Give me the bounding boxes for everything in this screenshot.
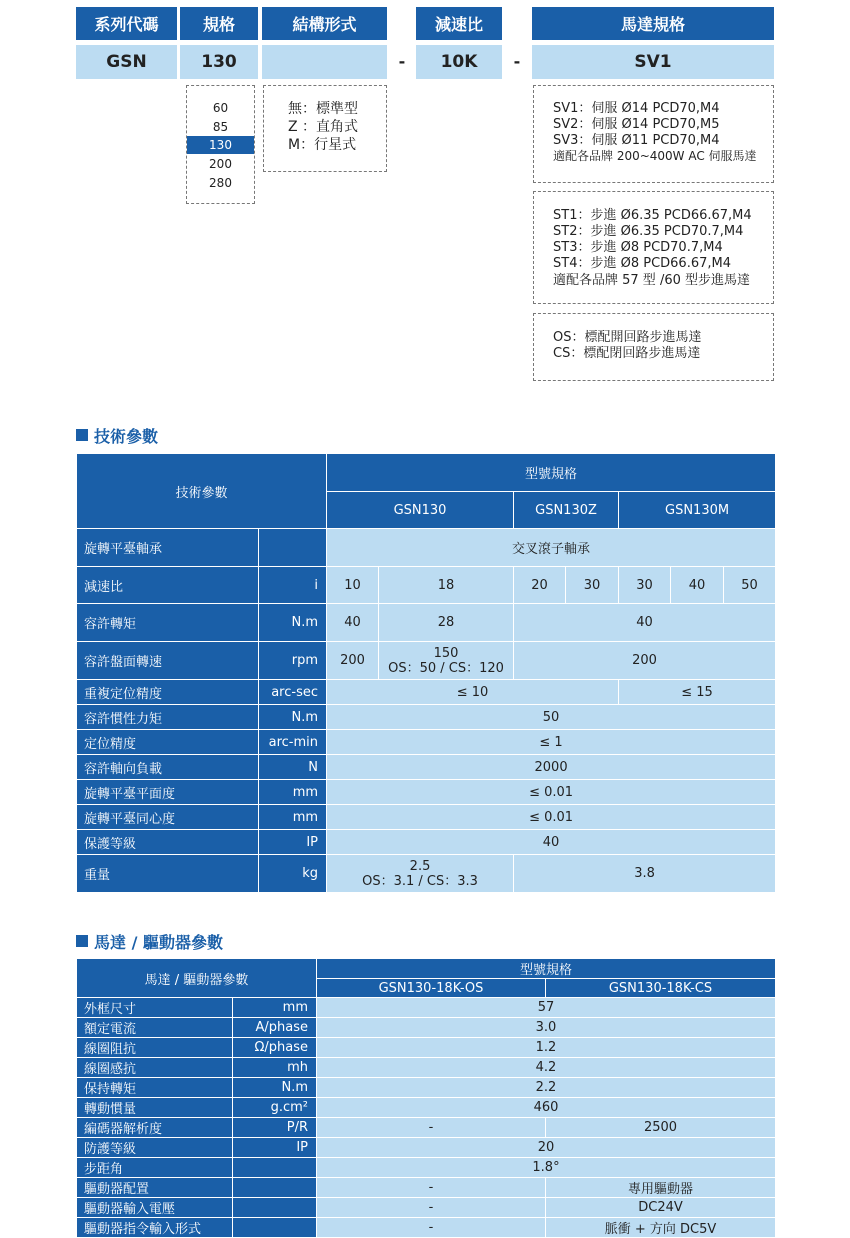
model-col-header: GSN130Z [514, 492, 619, 529]
value-structure [262, 45, 387, 79]
param-unit: mm [259, 780, 327, 805]
dash-separator: - [398, 52, 406, 71]
param-name: 容許慣性力矩 [77, 705, 259, 730]
param-unit: rpm [259, 642, 327, 680]
param-name: 編碼器解析度 [77, 1118, 233, 1138]
param-name: 重複定位精度 [77, 680, 259, 705]
spec-options-box [186, 85, 255, 204]
param-value: 40 [327, 830, 776, 855]
param-name: 額定電流 [77, 1018, 233, 1038]
param-name: 定位精度 [77, 730, 259, 755]
param-value: 20 [317, 1138, 776, 1158]
servo-option: SV1：伺服 Ø14 PCD70,M4 [553, 101, 720, 116]
param-name: 線圈阻抗 [77, 1038, 233, 1058]
model-col-header: GSN130 [327, 492, 514, 529]
servo-note: 適配各品牌 200~400W AC 伺服馬達 [553, 149, 757, 163]
param-name: 防護等級 [77, 1138, 233, 1158]
param-name: 減速比 [77, 567, 259, 604]
param-value: 10 [327, 567, 379, 604]
param-value: 1.2 [317, 1038, 776, 1058]
motor-corner-header: 馬達 / 驅動器參數 [77, 959, 317, 998]
structure-option: M：行星式 [288, 137, 357, 153]
param-value: 2000 [327, 755, 776, 780]
param-name: 旋轉平臺平面度 [77, 780, 259, 805]
header-ratio: 減速比 [416, 7, 502, 40]
section-title-tech: 技術參數 [76, 425, 158, 445]
spec-option: 200 [209, 157, 232, 171]
header-motor-spec: 馬達規格 [532, 7, 774, 40]
param-name: 旋轉平臺軸承 [77, 529, 259, 567]
param-value: 28 [379, 604, 514, 642]
param-name: 驅動器配置 [77, 1178, 233, 1198]
param-unit: arc-min [259, 730, 327, 755]
spec-option: 60 [212, 101, 229, 115]
stepper-option: ST3：步進 Ø8 PCD70.7,M4 [553, 240, 723, 255]
param-name: 線圈感抗 [77, 1058, 233, 1078]
param-value: DC24V [546, 1198, 776, 1218]
param-value: 57 [317, 998, 776, 1018]
spec-option: 280 [209, 176, 232, 190]
spec-option-selected: 130 [187, 136, 254, 154]
param-value-multiline [327, 855, 514, 893]
param-unit [233, 1198, 317, 1218]
param-unit: g.cm² [233, 1098, 317, 1118]
param-name: 驅動器輸入電壓 [77, 1198, 233, 1218]
tech-params-table [76, 453, 776, 893]
param-name: 容許轉矩 [77, 604, 259, 642]
header-structure: 結構形式 [262, 7, 387, 40]
stepper-option: ST4：步進 Ø8 PCD66.67,M4 [553, 256, 731, 271]
param-value: 專用驅動器 [546, 1178, 776, 1198]
param-unit [259, 529, 327, 567]
param-value: 2500 [546, 1118, 776, 1138]
param-value: 200 [514, 642, 776, 680]
value-line: OS：50 / CS：120 [388, 660, 504, 676]
structure-options-box [263, 85, 387, 172]
param-unit: N [259, 755, 327, 780]
param-unit: mm [259, 805, 327, 830]
param-name: 轉動慣量 [77, 1098, 233, 1118]
param-value: 40 [327, 604, 379, 642]
param-name: 重量 [77, 855, 259, 893]
param-value: 50 [327, 705, 776, 730]
square-bullet-icon [76, 935, 88, 947]
param-unit: mm [233, 998, 317, 1018]
structure-option: Z ：直角式 [288, 119, 359, 135]
dash-separator: - [513, 52, 521, 71]
param-value: 50 [724, 567, 776, 604]
param-unit: mh [233, 1058, 317, 1078]
model-col-header: GSN130M [619, 492, 776, 529]
param-value: ≤ 0.01 [327, 805, 776, 830]
tech-corner-header: 技術參數 [77, 454, 327, 529]
param-unit: IP [259, 830, 327, 855]
param-value: 3.0 [317, 1018, 776, 1038]
param-value-multiline [379, 642, 514, 680]
param-value: 30 [566, 567, 619, 604]
param-value: - [317, 1178, 546, 1198]
model-col-header: GSN130-18K-CS [546, 979, 776, 998]
model-col-header: GSN130-18K-OS [317, 979, 546, 998]
servo-option: SV3：伺服 Ø11 PCD70,M4 [553, 133, 720, 148]
param-unit: N.m [233, 1078, 317, 1098]
param-value: 18 [379, 567, 514, 604]
param-name: 容許軸向負載 [77, 755, 259, 780]
param-value: ≤ 1 [327, 730, 776, 755]
param-value: - [317, 1218, 546, 1238]
param-value: 40 [671, 567, 724, 604]
param-name: 保持轉矩 [77, 1078, 233, 1098]
header-spec: 規格 [180, 7, 258, 40]
param-name: 步距角 [77, 1158, 233, 1178]
param-name: 旋轉平臺同心度 [77, 805, 259, 830]
loop-motor-box [533, 313, 774, 381]
param-unit: A/phase [233, 1018, 317, 1038]
stepper-option: ST2：步進 Ø6.35 PCD70.7,M4 [553, 224, 744, 239]
servo-option: SV2：伺服 Ø14 PCD70,M5 [553, 117, 720, 132]
param-name: 保護等級 [77, 830, 259, 855]
param-value: 30 [619, 567, 671, 604]
param-value: 3.8 [514, 855, 776, 893]
square-bullet-icon [76, 429, 88, 441]
param-value: 40 [514, 604, 776, 642]
param-value: 4.2 [317, 1058, 776, 1078]
param-unit [233, 1218, 317, 1238]
param-unit: i [259, 567, 327, 604]
param-name: 容許盤面轉速 [77, 642, 259, 680]
param-value: 1.8° [317, 1158, 776, 1178]
value-line: OS：3.1 / CS：3.3 [362, 873, 478, 889]
value-spec: 130 [180, 45, 258, 79]
param-value: - [317, 1118, 546, 1138]
param-unit: N.m [259, 705, 327, 730]
param-unit: kg [259, 855, 327, 893]
structure-option: 無：標準型 [288, 101, 358, 117]
value-line: 2.5 [409, 858, 431, 874]
param-value: ≤ 0.01 [327, 780, 776, 805]
spec-option: 85 [212, 120, 229, 134]
section-title-motor: 馬達 / 驅動器參數 [76, 931, 223, 951]
param-unit: P/R [233, 1118, 317, 1138]
param-value: 200 [327, 642, 379, 680]
param-unit: N.m [259, 604, 327, 642]
param-value: 20 [514, 567, 566, 604]
loop-option: CS：標配閉回路步進馬達 [553, 346, 701, 361]
param-value: - [317, 1198, 546, 1218]
value-series-code: GSN [76, 45, 177, 79]
motor-params-table [76, 958, 776, 1238]
value-ratio: 10K [416, 45, 502, 79]
header-series-code: 系列代碼 [76, 7, 177, 40]
servo-motor-box [533, 85, 774, 183]
tech-model-header: 型號規格 [327, 454, 776, 492]
param-value: ≤ 15 [619, 680, 776, 705]
stepper-option: ST1：步進 Ø6.35 PCD66.67,M4 [553, 208, 752, 223]
param-name: 外框尺寸 [77, 998, 233, 1018]
param-unit: arc-sec [259, 680, 327, 705]
value-motor-spec: SV1 [532, 45, 774, 79]
param-unit [233, 1158, 317, 1178]
param-unit [233, 1178, 317, 1198]
param-value: 460 [317, 1098, 776, 1118]
stepper-motor-box [533, 191, 774, 304]
param-value: 脈衝 + 方向 DC5V [546, 1218, 776, 1238]
param-value: 交叉滾子軸承 [327, 529, 776, 567]
loop-option: OS：標配開回路步進馬達 [553, 330, 702, 345]
motor-model-header: 型號規格 [317, 959, 776, 979]
param-unit: IP [233, 1138, 317, 1158]
param-value: 2.2 [317, 1078, 776, 1098]
param-value: ≤ 10 [327, 680, 619, 705]
stepper-note: 適配各品牌 57 型 /60 型步進馬達 [553, 273, 750, 288]
param-unit: Ω/phase [233, 1038, 317, 1058]
param-name: 驅動器指令輸入形式 [77, 1218, 233, 1238]
value-line: 150 [433, 645, 459, 661]
